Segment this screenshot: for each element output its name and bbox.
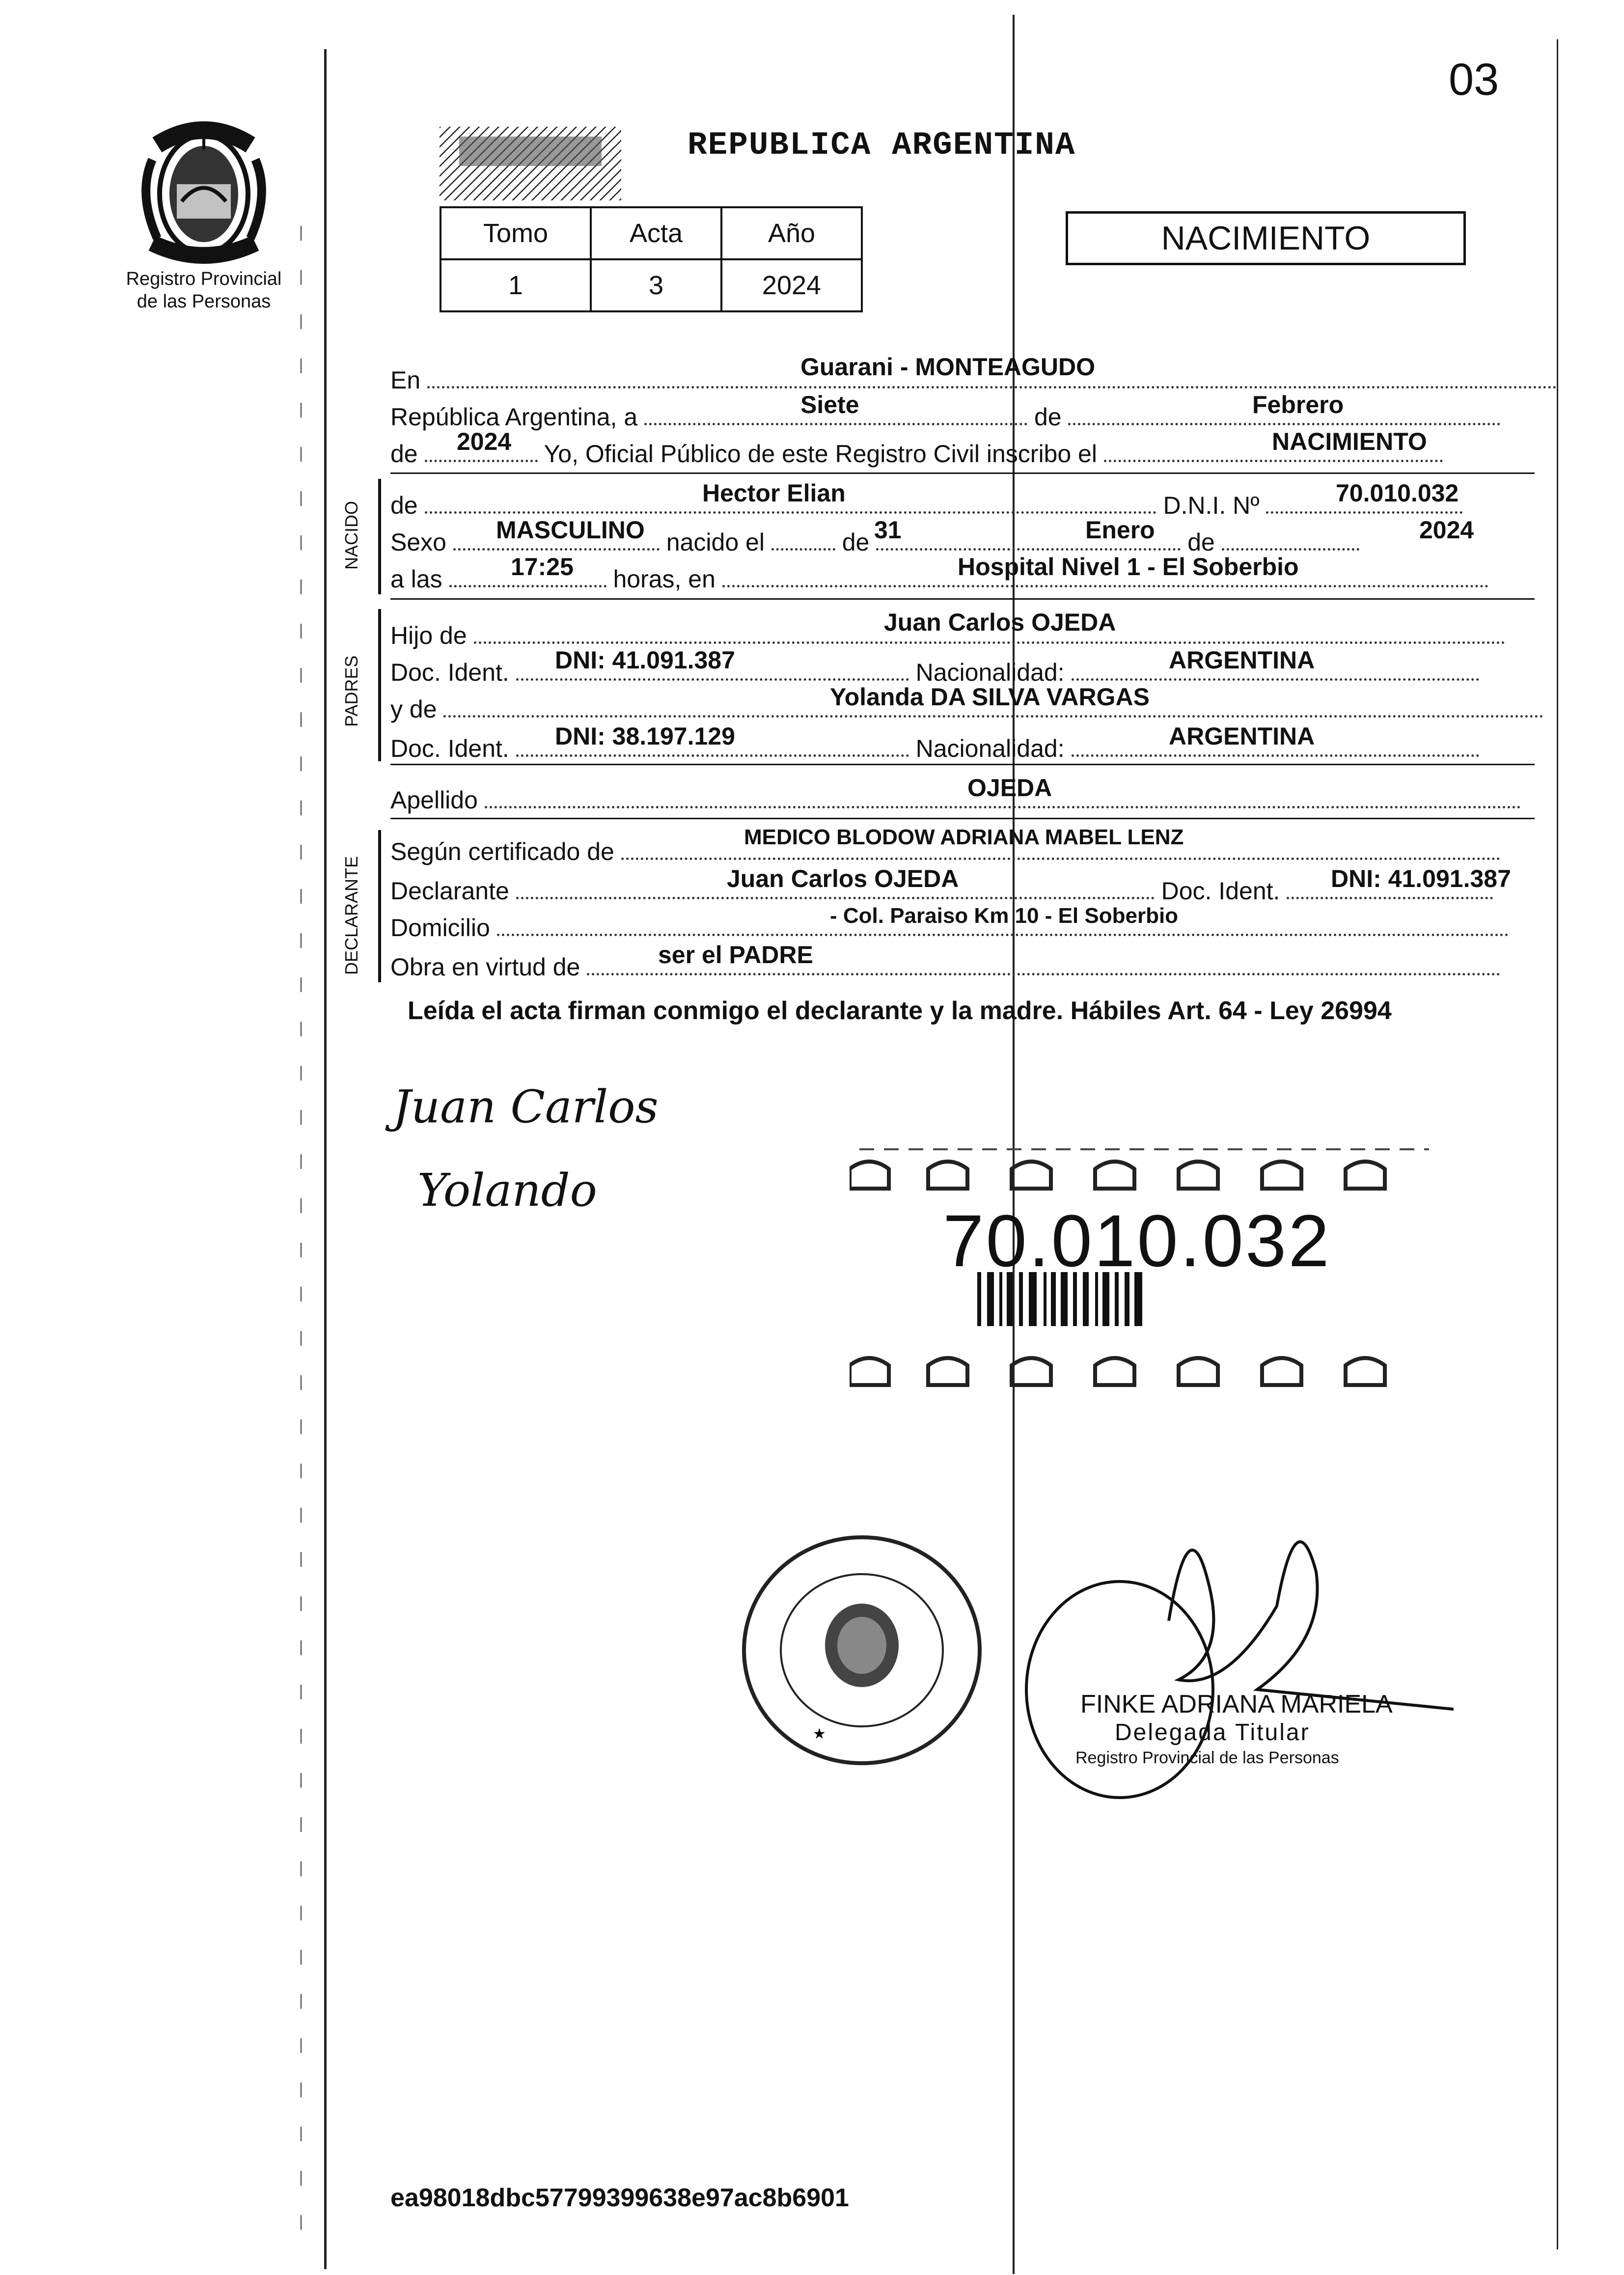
label-y-de: y de bbox=[390, 695, 437, 723]
page-number: 03 bbox=[1449, 55, 1499, 105]
value-padre-doc: DNI: 41.091.387 bbox=[555, 646, 735, 674]
svg-text:★: ★ bbox=[813, 1725, 826, 1743]
label-hijo-de: Hijo de bbox=[390, 622, 467, 649]
dni-stamp-number: 70.010.032 bbox=[943, 1199, 1331, 1282]
left-margin-line bbox=[324, 49, 327, 2269]
value-anio: 2024 bbox=[457, 428, 512, 455]
right-edge-line bbox=[1557, 39, 1558, 2249]
label-yo-oficial: Yo, Oficial Público de este Registro Civil inscribo el bbox=[544, 440, 1097, 468]
divider bbox=[390, 764, 1535, 765]
label-domicilio: Domicilio bbox=[390, 914, 490, 942]
value-virtud: ser el PADRE bbox=[658, 941, 813, 969]
value-certificado: MEDICO BLODOW ADRIANA MABEL LENZ bbox=[744, 825, 1184, 849]
label-nacionalidad: Nacionalidad: bbox=[915, 659, 1065, 686]
label-en: En bbox=[390, 366, 421, 394]
side-label-declarante: DECLARANTE bbox=[341, 856, 361, 975]
value-mes: Febrero bbox=[1252, 391, 1344, 418]
label-nacionalidad2: Nacionalidad: bbox=[915, 735, 1065, 762]
value-anio-nac: 2024 bbox=[1419, 516, 1474, 544]
tomo-acta-anio-table bbox=[440, 206, 863, 312]
value-mes-nac: Enero bbox=[1085, 516, 1155, 544]
value-nombre: Hector Elian bbox=[702, 479, 846, 507]
official-office: Registro Provincial de las Personas bbox=[1075, 1748, 1339, 1767]
value-madre-doc: DNI: 38.197.129 bbox=[555, 722, 735, 750]
value-domicilio: - Col. Paraiso Km 10 - El Soberbio bbox=[830, 904, 1179, 928]
registry-caption bbox=[106, 268, 302, 313]
official-name: FINKE ADRIANA MARIELA bbox=[1080, 1690, 1393, 1719]
value-apellido: OJEDA bbox=[967, 774, 1052, 802]
label-obra-virtud: Obra en virtud de bbox=[390, 953, 580, 981]
dotted-line bbox=[1222, 528, 1359, 551]
divider bbox=[390, 472, 1535, 474]
registry-round-stamp bbox=[734, 1527, 990, 1773]
label-nacido-el: nacido el bbox=[666, 528, 765, 556]
value-declarante: Juan Carlos OJEDA bbox=[727, 865, 959, 892]
official-role: Delegada Titular bbox=[1115, 1720, 1310, 1746]
security-pattern bbox=[440, 127, 621, 200]
section-bracket-nacido bbox=[378, 479, 381, 594]
closing-statement: Leída el acta firman conmigo el declarante y la madre. Hábiles Art. 64 - Ley 26994 bbox=[408, 997, 1392, 1025]
label-apellido: Apellido bbox=[390, 786, 478, 814]
label-de-anio: de bbox=[390, 440, 418, 468]
row-madre-doc bbox=[390, 734, 1479, 763]
label-doc-ident2: Doc. Ident. bbox=[390, 735, 509, 762]
left-margin-dash-line bbox=[301, 226, 302, 2240]
divider bbox=[390, 598, 1535, 600]
divider bbox=[390, 818, 1535, 819]
value-hora: 17:25 bbox=[511, 553, 574, 581]
label-de-nombre: de bbox=[390, 492, 418, 519]
province-seal-logo bbox=[123, 111, 285, 273]
label-de-anio-nac: de bbox=[1187, 528, 1215, 556]
value-padre-nac: ARGENTINA bbox=[1169, 646, 1315, 674]
label-horas-en: horas, en bbox=[613, 565, 716, 593]
section-bracket-padres bbox=[378, 609, 381, 761]
row-obra-virtud bbox=[390, 953, 1500, 981]
table-value-anio: 2024 bbox=[721, 259, 862, 311]
value-dni: 70.010.032 bbox=[1336, 479, 1459, 507]
value-madre: Yolanda DA SILVA VARGAS bbox=[830, 683, 1150, 711]
label-segun-certificado: Según certificado de bbox=[390, 838, 614, 865]
value-sexo: MASCULINO bbox=[496, 516, 645, 544]
row-apellido bbox=[390, 786, 1521, 814]
label-doc-ident: Doc. Ident. bbox=[390, 659, 509, 686]
value-declarante-doc: DNI: 41.091.387 bbox=[1331, 865, 1511, 892]
side-label-nacido: NACIDO bbox=[341, 500, 361, 570]
signature-declarante: Juan Carlos bbox=[393, 1081, 659, 1133]
value-padre: Juan Carlos OJEDA bbox=[884, 609, 1116, 636]
label-de-mes: de bbox=[1034, 403, 1062, 431]
table-header-acta: Acta bbox=[591, 207, 721, 259]
label-republica: República Argentina, a bbox=[390, 403, 638, 431]
label-sexo: Sexo bbox=[390, 528, 446, 556]
record-type-box: NACIMIENTO bbox=[1066, 211, 1466, 265]
document-title: REPUBLICA ARGENTINA bbox=[688, 127, 1076, 164]
table-header-tomo: Tomo bbox=[440, 207, 591, 259]
section-bracket-declarante bbox=[378, 830, 381, 982]
document-hash: ea98018dbc57799399638e97ac8b6901 bbox=[390, 2184, 849, 2212]
label-declarante: Declarante bbox=[390, 877, 509, 905]
registry-caption-line2: de las Personas bbox=[137, 291, 271, 312]
registry-caption-line1: Registro Provincial bbox=[126, 269, 282, 289]
dotted-line bbox=[771, 528, 835, 551]
label-a-las: a las bbox=[390, 565, 442, 593]
value-madre-nac: ARGENTINA bbox=[1169, 722, 1315, 750]
value-lugar-nac: Hospital Nivel 1 - El Soberbio bbox=[958, 553, 1299, 581]
table-value-tomo: 1 bbox=[440, 259, 591, 311]
label-de-mes-nac: de bbox=[842, 528, 870, 556]
value-dia-nac: 31 bbox=[874, 516, 902, 544]
side-label-padres: PADRES bbox=[341, 655, 361, 727]
label-dni: D.N.I. Nº bbox=[1163, 492, 1260, 519]
value-dia-letras: Siete bbox=[800, 391, 859, 418]
value-lugar: Guarani - MONTEAGUDO bbox=[800, 353, 1096, 381]
signature-madre: Yolando bbox=[417, 1164, 597, 1217]
value-acto: NACIMIENTO bbox=[1272, 428, 1427, 455]
table-value-acta: 3 bbox=[591, 259, 721, 311]
table-header-anio: Año bbox=[721, 207, 862, 259]
label-doc-ident3: Doc. Ident. bbox=[1161, 877, 1280, 905]
